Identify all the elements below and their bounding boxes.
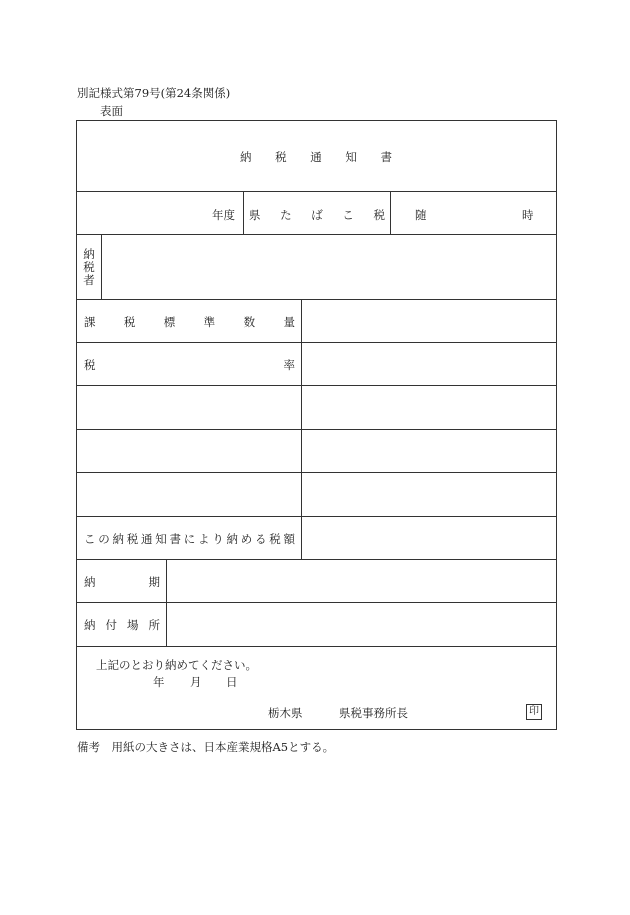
form-number: 別記様式第79号(第24条関係) — [77, 86, 231, 100]
tax-amount-field[interactable] — [302, 517, 556, 559]
tax-amount-label: こ の 納 税 通 知 書 に よ り 納 め る 税 額 — [84, 532, 295, 546]
fiscal-year-label: 年度 — [212, 208, 235, 222]
payment-place-label: 納 付 場 所 — [84, 618, 160, 632]
blank-row-field[interactable] — [302, 430, 556, 472]
office-head-title: 県税事務所長 — [339, 706, 408, 720]
base-quantity-field[interactable] — [302, 300, 556, 342]
blank-row-label — [77, 430, 301, 472]
zui-label: 随 — [415, 208, 427, 222]
due-date-field[interactable] — [167, 560, 556, 602]
remarks-note: 備考 用紙の大きさは、日本産業規格A5とする。 — [77, 740, 335, 754]
tax-name: 県 た ば こ 税 — [249, 208, 385, 222]
taxpayer-field[interactable] — [102, 235, 556, 299]
payment-place-field[interactable] — [167, 603, 556, 646]
blank-row-label — [77, 386, 301, 429]
form-title: 納 税 通 知 書 — [240, 150, 392, 164]
blank-row-label — [77, 473, 301, 516]
seal-mark: 印 — [526, 704, 542, 720]
due-date-label: 納 期 — [84, 575, 160, 589]
taxpayer-label: 納税者 — [83, 247, 95, 287]
tax-rate-field[interactable] — [302, 343, 556, 385]
blank-row-field[interactable] — [302, 473, 556, 516]
base-quantity-label: 課 税 標 準 数 量 — [84, 315, 295, 329]
blank-row-field[interactable] — [302, 386, 556, 429]
payment-notice: 上記のとおり納めてください。 — [96, 658, 257, 672]
ji-label: 時 — [522, 208, 534, 222]
side-label: 表面 — [100, 104, 123, 118]
prefecture-name: 栃木県 — [268, 706, 303, 720]
tax-rate-label: 税 率 — [84, 358, 295, 372]
